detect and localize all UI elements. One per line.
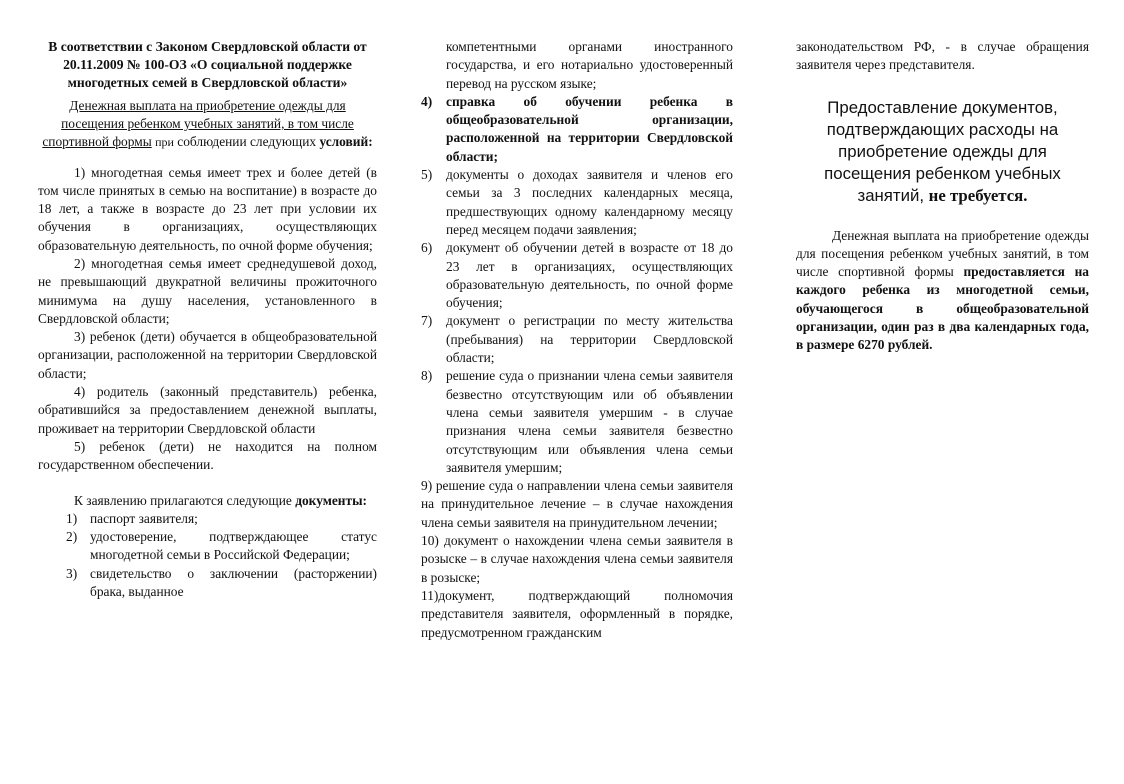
document-item: 10) документ о нахождении члена семьи заявителя в розыске – в случае нахождения члена семьи заявителя в розыске;	[421, 533, 733, 585]
document-item: 9) решение суда о направлении члена семьи заявителя на принудительное лечение – в случае нахождения члена семьи заявителя на принудительном лечении;	[421, 478, 733, 530]
law-heading: В соответствии с Законом Свердловской области от 20.11.2009 № 100-ОЗ «О социальной поддержке многодетных семей в Свердловской области»	[48, 39, 367, 91]
no-expense-documents-notice	[796, 97, 1089, 207]
documents-list-part1	[38, 510, 377, 601]
document-item	[421, 312, 733, 367]
document-number: 7)	[421, 313, 433, 329]
column-left	[38, 38, 377, 601]
payment-bold: предоставляется на каждого ребенка из многодетной семьи, обучающегося в общеобразовательной организации, один раз в два календарных года, в размере 6270 рублей.	[796, 264, 1089, 353]
subtitle-underlined: Денежная выплата на приобретение одежды для посещения ребенком учебных занятий, в том числе спортивной формы	[42, 97, 354, 150]
document-11-continuation: законодательством РФ, - в случае обращения заявителя через представителя.	[796, 39, 1089, 73]
document-item	[421, 166, 733, 239]
document-number: 5)	[421, 167, 433, 183]
payment-subtitle	[38, 97, 377, 152]
condition-item: 3) ребенок (дети) обучается в общеобразовательной организации, расположенной на территории Свердловской области;	[38, 329, 377, 381]
column-middle	[421, 38, 733, 642]
document-text: документ об обучении детей в возрасте от 18 до 23 лет в организациях, осуществляющих образовательную деятельность, по очной форме обучения;	[446, 240, 733, 311]
document-number: 2)	[66, 529, 78, 545]
document-text: справка об обучении ребенка в общеобразовательной организации, расположенной на территории Свердловской области;	[446, 93, 733, 164]
document-text: документ о регистрации по месту жительства (пребывания) на территории Свердловской области;	[446, 313, 733, 366]
subtitle-rest: соблюдении следующих	[177, 134, 317, 150]
documents-intro	[38, 492, 377, 510]
document-item	[38, 528, 377, 565]
payment-amount-info	[796, 227, 1089, 355]
notice-bold: не требуется.	[928, 185, 1028, 205]
condition-item: 5) ребенок (дети) не находится на полном государственном обеспечении.	[38, 438, 377, 473]
notice-text: Предоставление документов, подтверждающих расходы на приобретение одежды для посещения ребенком учебных занятий,	[824, 97, 1061, 205]
document-text: документы о доходах заявителя и членов его семьи за 3 последних календарных месяца, предшествующих одному календарному месяцу перед месяцем подачи заявления;	[446, 167, 733, 237]
payment-text: Денежная выплата на приобретение одежды для посещения ребенком учебных занятий, в том числе спортивной формы	[796, 227, 1089, 280]
condition-item: 1) многодетная семья имеет трех и более детей (в том числе принятых в семью на воспитание) в возрасте до 18 лет, а также в возрасте до 23 лет при условии их обучения в организациях, осуществляющих образовательную деятельность, по очной форме обучения;	[38, 164, 377, 253]
document-number: 1)	[66, 510, 78, 526]
conditions-list	[38, 164, 377, 475]
document-text: свидетельство о заключении (расторжении) брака, выданное	[90, 565, 377, 600]
document-number: 6)	[421, 240, 433, 256]
document-number: 4)	[421, 93, 433, 109]
document-item	[421, 367, 733, 477]
documents-intro-text: К заявлению прилагаются следующие	[74, 492, 292, 508]
condition-item: 2) многодетная семья имеет среднедушевой доход, не превышающий двукратной величины прожиточного минимума на душу населения, установленного в Свердловской области;	[38, 255, 377, 326]
document-text: решение суда о признании члена семьи заявителя безвестно отсутствующим или об объявлении члена семьи заявителя умершим - в случае признания члена семьи заявителя безвестно отсутствующим или объявления члена семьи заявителя умершим;	[446, 368, 733, 475]
documents-list-part3	[421, 477, 733, 642]
document-item	[38, 510, 377, 528]
document-item	[421, 239, 733, 312]
column-right	[796, 38, 1089, 355]
document-number: 3)	[66, 565, 78, 581]
document-item: 11)документ, подтверждающий полномочия представителя заявителя, оформленный в порядке, предусмотренном гражданским	[421, 587, 733, 640]
document-text: удостоверение, подтверждающее статус многодетной семьи в Российской Федерации;	[90, 529, 377, 563]
document-text: паспорт заявителя;	[90, 510, 198, 526]
document-number: 8)	[421, 368, 433, 384]
document-3-continuation: компетентными органами иностранного государства, и его нотариально удостоверенный перевод на русском языке;	[446, 39, 733, 91]
documents-list-part2	[421, 93, 733, 477]
subtitle-bold: условий:	[319, 134, 373, 150]
subtitle-small: при	[155, 135, 174, 150]
document-item	[38, 565, 377, 602]
condition-item: 4) родитель (законный представитель) ребенка, обратившийся за предоставлением денежной выплаты, проживает на территории Свердловской области	[38, 384, 377, 436]
document-item-school-certificate	[421, 93, 733, 166]
documents-intro-bold: документы:	[295, 492, 367, 508]
